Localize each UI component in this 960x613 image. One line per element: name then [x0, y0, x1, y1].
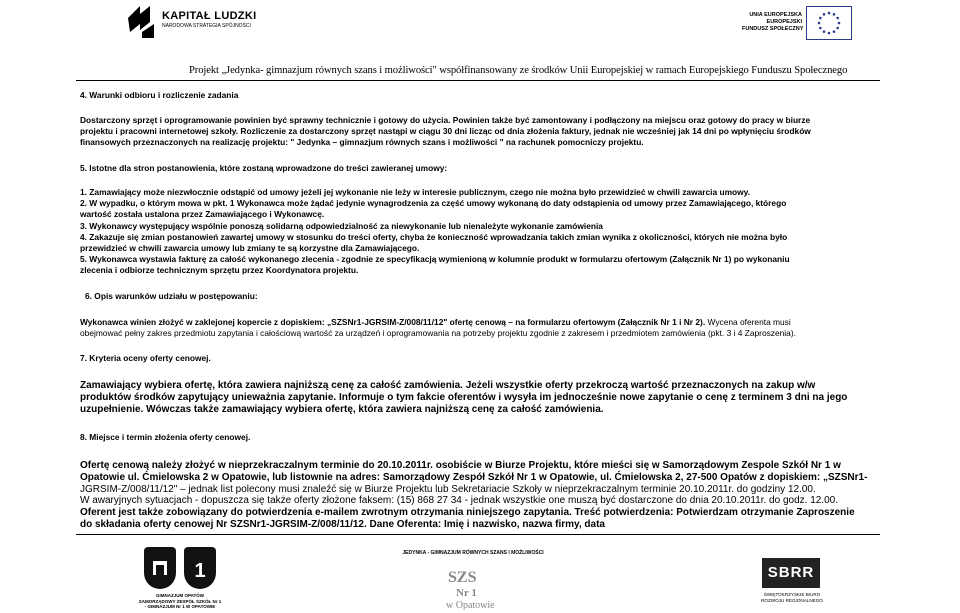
eu-flag-icon [806, 6, 852, 40]
szs-nr: Nr 1 [456, 587, 477, 599]
section-5-line: 4. Zakazuje się zmian postanowień zawartej umowy w stosunku do treści oferty, chyba że konieczność wprowadzania takich zmian wynika z okoliczności, których nie można było [80, 232, 788, 242]
section-6-heading: 6. Opis warunków udziału w postępowaniu: [85, 291, 258, 301]
szs-top-text: JEDYNKA - GIMNAZJUM RÓWNYCH SZANS I MOŻLIWOŚCI [402, 550, 544, 556]
section-8-line: do składania oferty cenowej Nr SZSNr1-JGRSIM-Z/008/11/12. Dane Oferenta: Imię i nazwisko, nazwa firmy, data [80, 519, 605, 530]
section-8-line: Oferent jest także zobowiązany do potwierdzenia e-mailem zwrotnym otrzymania niniejszego zapytania. Treść potwierdzenia: Potwierdzam otrzymanie Zaproszenie [80, 507, 855, 518]
eu-star-icon [819, 17, 822, 20]
sbrr-mark: SBRR [762, 558, 820, 588]
section-8-line: Opatowie ul. Ćmielowska 2 w Opatowie, lub listownie na adres: Samorządowy Zespół Szkół Nr 1 w Opatowie, ul. Ćmielowska 2, 27-500 Opatów z dopiskiem: „SZSNr1- [80, 472, 868, 483]
gimnazjum-shield-icon [144, 547, 176, 589]
gimnazjum-caption-1: GIMNAZJUM OPATÓW [155, 593, 205, 598]
sbrr-caption [752, 592, 832, 603]
kapital-ludzki-subtitle: NARODOWA STRATEGIA SPÓJNOŚCI [162, 23, 251, 29]
sbrr-logo [758, 550, 828, 612]
section-4-line: projektu i pracowni internetowej szkoły. Rozliczenie za dostarczony sprzęt nastąpi w ciągu 30 dni licząc od dnia złożenia faktury, jednak nie wcześniej jak 14 dni po wpłynięciu środków [80, 126, 811, 136]
kapital-ludzki-emblem-icon [126, 4, 156, 40]
footer-divider [76, 534, 880, 535]
eu-star-icon [823, 30, 826, 33]
eu-logo [742, 4, 850, 44]
section-8-line: W awaryjnych sytuacjach - dopuszcza się także oferty złożone faksem: (15) 868 27 34 - jednak wszystkie one muszą być dostarczone do dnia 20.10.2011r. do godz. 12.00. [80, 495, 839, 506]
section-5-line: 5. Wykonawca wystawia fakturę za całość wykonanego zlecenia - zgodnie ze specyfikacją wymienioną w kolumnie produkt w formularzu ofertowym (Załącznik Nr 1) po wykonaniu [80, 254, 790, 264]
szs-nr1-logo [362, 550, 584, 610]
section-8-heading: 8. Miejsce i termin złożenia oferty cenowej. [80, 432, 251, 442]
section-6-line-1-normal: Wycena oferenta musi [705, 317, 791, 327]
eu-text [742, 12, 802, 33]
eu-star-icon [819, 27, 822, 30]
szs-emblem-icon [442, 558, 504, 610]
eu-line-2: EUROPEJSKI [766, 19, 802, 25]
eu-line-3: FUNDUSZ SPOŁECZNY [742, 26, 804, 32]
gimnazjum-number-shield-icon [184, 547, 216, 589]
eu-star-icon [838, 22, 841, 25]
section-5-line: wartość została ustalona przez Zamawiającego i Wykonawcę. [80, 209, 325, 219]
section-6-line-1-bold: Wykonawca winien złożyć w zaklejonej kopercie z dopiskiem: „SZSNr1-JGRSIM-Z/008/11/12" ofertę cenową – na formularzu ofertowym (Załącznik Nr 1 i Nr 2). [80, 317, 706, 327]
section-5-line: 3. Wykonawcy występujący wspólnie ponoszą solidarną odpowiedzialność za niewykonanie lub nienależyte wykonanie zamówienia [80, 221, 603, 231]
section-8-line: JGRSIM-Z/008/11/12" – jednak list polecony musi znaleźć się w Biurze Projektu lub Sekretariacie Szkoły w nieprzekraczalnym terminie 20.10.2011r. do godziny 12.00. [80, 484, 816, 495]
section-5-heading: 5. Istotne dla stron postanowienia, które zostaną wprowadzone do treści zawieranej umowy: [80, 163, 448, 173]
section-8-line: Ofertę cenową należy złożyć w nieprzekraczalnym terminie do 20.10.2011r. osobiście w Biurze Projektu, które mieści się w Samorządowym Zespole Szkół Nr 1 w [80, 460, 841, 471]
svg-text:1: 1 [194, 560, 206, 582]
eu-star-icon [818, 22, 821, 25]
sbrr-caption-2: ROZWOJU REGIONALNEGO [761, 597, 823, 603]
header-divider [76, 80, 880, 81]
gimnazjum-caption-2: SAMORZĄDOWY ZESPÓŁ SZKÓŁ Nr 1 [138, 598, 222, 604]
project-banner: Projekt „Jedynka- gimnazjum równych szans i możliwości" współfinansowany ze środków Unii Europejskiej w ramach Europejskiego Funduszu Społecznego [189, 65, 848, 76]
section-5-line: zlecenia i odbiorze technicznym sprzętu przez Koordynatora projektu. [80, 265, 359, 275]
eu-star-icon [836, 17, 839, 20]
section-7-line: uzupełnienie. Wówczas także zamawiający wybiera ofertę, która zawiera najniższą cenę za całość zamówienia. [80, 404, 604, 415]
sbrr-caption-1: ŚWIĘTOKRZYSKIE BIURO [763, 592, 821, 597]
kapital-ludzki-title: KAPITAŁ LUDZKI [162, 10, 257, 22]
section-6-line-2: obejmować pełny zakres przedmiotu zapytania i całościową wartość za urządzeń i oprogramowania na potrzeby projektu zgodnie z zakresem i przedmiotem zamówienia (pkt. 3 i 4 Zaproszenia). [80, 328, 796, 338]
section-7-line: Zamawiający wybiera ofertę, która zawiera najniższą cenę za całość zamówienia. Jeżeli wszystkie oferty przekroczą wartość przeznaczonych na zakup w/w [80, 380, 816, 391]
gimnazjum-caption [132, 593, 228, 610]
gimnazjum-caption-3: - GIMNAZJUM Nr 1 W OPATOWIE [144, 604, 216, 609]
section-4-line: Dostarczony sprzęt i oprogramowanie powinien być sprawny technicznie i gotowy do użycia. Powinien także być zamontowany i podłączony na miejscu oraz gotowy do pracy w biurze [80, 115, 811, 125]
eu-star-icon [823, 13, 826, 16]
kapital-ludzki-logo [126, 4, 257, 44]
section-4-line: finansowych przeznaczonych na realizację projektu: " Jedynka – gimnazjum równych szans i możliwości " na rachunek pomocniczy projektu. [80, 137, 644, 147]
eu-star-icon [828, 12, 831, 15]
szs-city: w Opatowie [446, 600, 495, 610]
eu-star-icon [833, 13, 836, 16]
section-5-line: 2. W wypadku, o którym mowa w pkt. 1 Wykonawca może żądać jedynie wynagrodzenia za część umowy wykonaną do daty odstąpienia od umowy przez Zamawiającego, którego [80, 198, 787, 208]
section-5-line: 1. Zamawiający może niezwłocznie odstąpić od umowy jeżeli jej wykonanie nie leży w interesie publicznym, czego nie można było przewidzieć w chwili zawarcia umowy. [80, 187, 751, 197]
eu-line-1: UNIA EUROPEJSKA [749, 12, 802, 18]
eu-star-icon [836, 27, 839, 30]
section-7-line: produktów środków zapytujący unieważnia zapytanie. Informuje o tym fakcie oferentów i wysyła im jednocześnie nowe zapytanie o cenę z terminem 3 dni na jego [80, 392, 848, 403]
szs-mark: SZS [448, 569, 477, 586]
eu-star-icon [828, 32, 831, 35]
section-4-heading: 4. Warunki odbioru i rozliczenie zadania [80, 90, 239, 100]
eu-star-icon [833, 30, 836, 33]
section-6-line-1 [80, 317, 791, 328]
kapital-ludzki-text [162, 10, 256, 29]
section-7-heading: 7. Kryteria oceny oferty cenowej. [80, 353, 211, 363]
gimnazjum-1-logo [138, 547, 222, 609]
section-5-line: przewidzieć w chwili zawarcia umowy lub zmiany te są korzystne dla Zamawiającego. [80, 243, 420, 253]
